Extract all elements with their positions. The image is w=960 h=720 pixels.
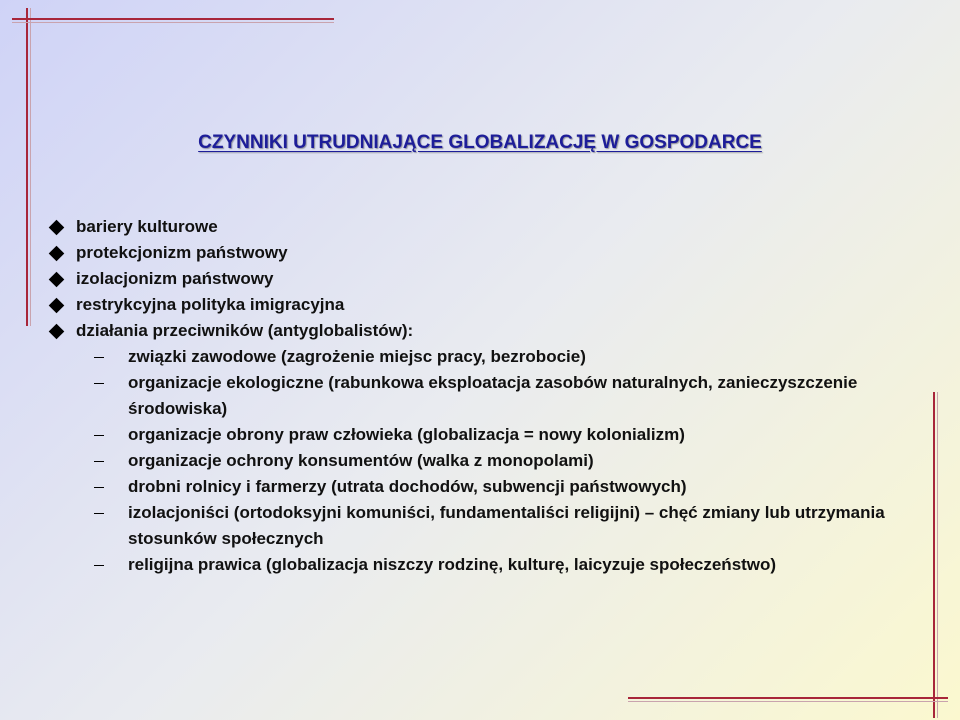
list-item-text: bariery kulturowe <box>76 217 218 236</box>
sub-list-item-text: organizacje ochrony konsumentów (walka z monopolami) <box>128 451 594 470</box>
top-left-vertical-line-shadow <box>30 8 31 326</box>
sub-list-item <box>48 344 898 370</box>
list-item-text: restrykcyjna polityka imigracyjna <box>76 295 345 314</box>
list-item <box>48 214 898 240</box>
bottom-right-vertical-line-shadow <box>937 392 938 718</box>
sub-list-item-text: związki zawodowe (zagrożenie miejsc pracy, bezrobocie) <box>128 347 586 366</box>
dash-bullet-icon <box>92 474 128 500</box>
sub-list-item-text: drobni rolnicy i farmerzy (utrata dochodów, subwencji państwowych) <box>128 477 687 496</box>
bottom-right-horizontal-line <box>628 697 948 699</box>
diamond-bullet-icon <box>48 240 76 266</box>
dash-bullet-icon <box>92 422 128 448</box>
dash-bullet-icon <box>92 552 128 578</box>
list-item <box>48 266 898 292</box>
sub-list-item-text: organizacje obrony praw człowieka (globalizacja = nowy kolonializm) <box>128 425 685 444</box>
diamond-bullet-icon <box>48 266 76 292</box>
dash-bullet-icon <box>92 344 128 370</box>
factor-list <box>48 214 898 578</box>
list-item <box>48 240 898 266</box>
slide-title: CZYNNIKI UTRUDNIAJĄCE GLOBALIZACJĘ W GOSPODARCE <box>198 132 762 153</box>
top-left-vertical-line <box>26 8 28 326</box>
list-item-text: działania przeciwników (antyglobalistów): <box>76 321 414 340</box>
sub-list-item-text: organizacje ekologiczne (rabunkowa eksploatacja zasobów naturalnych, zanieczyszczenie środowiska) <box>128 373 858 418</box>
list-item-text: izolacjonizm państwowy <box>76 269 274 288</box>
bottom-right-horizontal-line-shadow <box>628 701 948 702</box>
bottom-right-vertical-line <box>933 392 935 718</box>
sub-list-item <box>48 552 898 578</box>
list-item-text: protekcjonizm państwowy <box>76 243 288 262</box>
top-left-horizontal-line <box>12 18 334 20</box>
diamond-bullet-icon <box>48 318 76 344</box>
list-item <box>48 292 898 318</box>
sub-list-item-text: izolacjoniści (ortodoksyjni komuniści, fundamentaliści religijni) – chęć zmiany lub utrzymania stosunków społecznych <box>128 503 885 548</box>
diamond-bullet-icon <box>48 214 76 240</box>
sub-list-item <box>48 370 898 422</box>
sub-list-item <box>48 474 898 500</box>
sub-list-item <box>48 448 898 474</box>
diamond-bullet-icon <box>48 292 76 318</box>
list-item <box>48 318 898 344</box>
dash-bullet-icon <box>92 500 128 526</box>
sub-list-item <box>48 500 898 552</box>
top-left-horizontal-line-shadow <box>12 22 334 23</box>
dash-bullet-icon <box>92 370 128 396</box>
sub-list-item-text: religijna prawica (globalizacja niszczy rodzinę, kulturę, laicyzuje społeczeństwo) <box>128 555 777 574</box>
dash-bullet-icon <box>92 448 128 474</box>
sub-list-item <box>48 422 898 448</box>
